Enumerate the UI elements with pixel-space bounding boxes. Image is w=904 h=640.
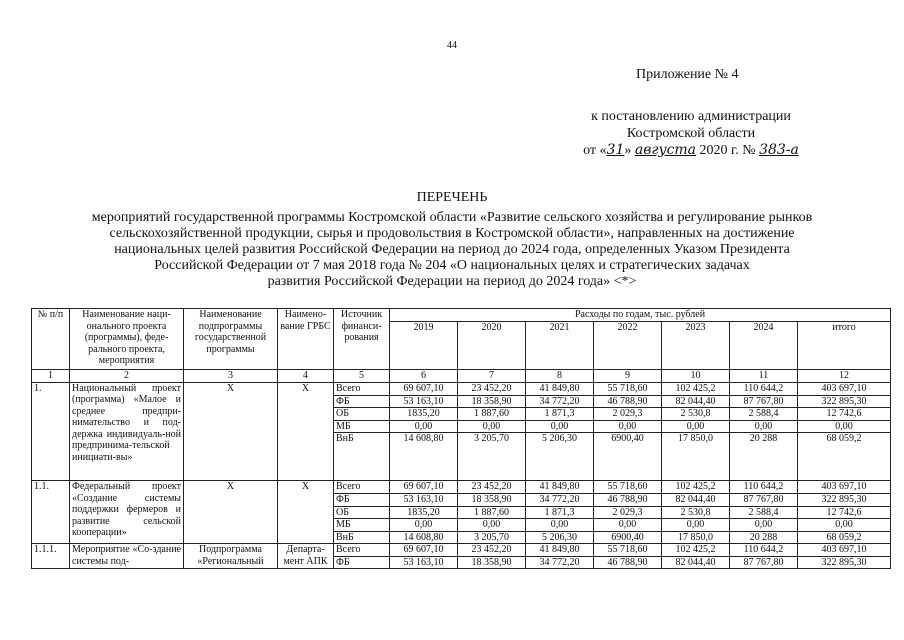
funding-source: МБ xyxy=(334,420,390,433)
total-value: 322 895,30 xyxy=(798,494,891,507)
year-value: 41 849,80 xyxy=(526,382,594,395)
year-value: 102 425,2 xyxy=(662,481,730,494)
year-value: 0,00 xyxy=(594,420,662,433)
year-value: 20 288 xyxy=(730,433,798,481)
year-value: 41 849,80 xyxy=(526,544,594,557)
item-subprogram: X xyxy=(184,481,278,544)
decree-reference xyxy=(560,108,822,159)
year-value: 2 530,8 xyxy=(662,408,730,421)
total-value: 0,00 xyxy=(798,420,891,433)
item-subprogram: X xyxy=(184,382,278,481)
total-value: 322 895,30 xyxy=(798,556,891,569)
header-year-2019: 2019 xyxy=(390,322,458,370)
item-number: 1.1.1. xyxy=(32,544,70,569)
year-value: 34 772,20 xyxy=(526,556,594,569)
funding-source: ВнБ xyxy=(334,433,390,481)
table-row xyxy=(32,481,891,494)
year-value: 14 608,80 xyxy=(390,433,458,481)
year-value: 0,00 xyxy=(662,420,730,433)
item-subprogram: Подпрограмма «Региональный xyxy=(184,544,278,569)
year-value: 46 788,90 xyxy=(594,494,662,507)
year-value: 18 358,90 xyxy=(458,395,526,408)
year-value: 0,00 xyxy=(730,420,798,433)
total-value: 68 059,2 xyxy=(798,433,891,481)
decree-line-2: Костромской области xyxy=(626,126,756,141)
header-num: № п/п xyxy=(32,309,70,370)
col-number: 2 xyxy=(70,370,184,383)
total-value: 403 697,10 xyxy=(798,544,891,557)
col-number: 3 xyxy=(184,370,278,383)
year-value: 1 887,60 xyxy=(458,506,526,519)
year-value: 102 425,2 xyxy=(662,544,730,557)
decree-number: 383-а xyxy=(759,142,799,158)
subtitle-line-1: мероприятий государственной программы Костромской области «Развитие сельского хозяйства и регулирование рынков xyxy=(91,210,813,225)
funding-source: ФБ xyxy=(334,395,390,408)
year-value: 5 206,30 xyxy=(526,531,594,544)
header-grbs: Наимено-вание ГРБС xyxy=(278,309,334,370)
col-number: 1 xyxy=(32,370,70,383)
year-value: 53 163,10 xyxy=(390,556,458,569)
subtitle-line-4: Российской Федерации от 7 мая 2018 года № 204 «О национальных целях и стратегических задачах xyxy=(154,258,750,273)
decree-month: августа xyxy=(634,142,697,158)
funding-source: Всего xyxy=(334,382,390,395)
year-value: 3 205,70 xyxy=(458,433,526,481)
year-value: 53 163,10 xyxy=(390,395,458,408)
year-value: 0,00 xyxy=(458,420,526,433)
funding-source: МБ xyxy=(334,519,390,532)
year-value: 110 644,2 xyxy=(730,382,798,395)
total-value: 68 059,2 xyxy=(798,531,891,544)
total-value: 12 742,6 xyxy=(798,506,891,519)
year-value: 6900,40 xyxy=(594,531,662,544)
year-value: 110 644,2 xyxy=(730,544,798,557)
year-value: 55 718,60 xyxy=(594,481,662,494)
funding-source: ФБ xyxy=(334,556,390,569)
subtitle-line-2: сельскохозяйственной продукции, сырья и продовольствия в Костромской области», направленных на достижение xyxy=(109,226,795,241)
decree-day: 31 xyxy=(606,142,625,158)
year-value: 87 767,80 xyxy=(730,556,798,569)
year-value: 23 452,20 xyxy=(458,382,526,395)
year-value: 2 530,8 xyxy=(662,506,730,519)
year-value: 5 206,30 xyxy=(526,433,594,481)
col-number: 6 xyxy=(390,370,458,383)
col-number: 7 xyxy=(458,370,526,383)
year-value: 55 718,60 xyxy=(594,544,662,557)
year-value: 6900,40 xyxy=(594,433,662,481)
funding-source: ОБ xyxy=(334,506,390,519)
year-value: 87 767,80 xyxy=(730,494,798,507)
header-year-2024: 2024 xyxy=(730,322,798,370)
year-value: 0,00 xyxy=(458,519,526,532)
header-project: Наименование наци-онального проекта (программы), феде-рального проекта, мероприятия xyxy=(70,309,184,370)
measures-table xyxy=(31,308,891,569)
table-body xyxy=(32,382,891,569)
item-name: Мероприятие «Со-здание системы под- xyxy=(70,544,184,569)
total-value: 403 697,10 xyxy=(798,382,891,395)
year-value: 23 452,20 xyxy=(458,481,526,494)
year-value: 87 767,80 xyxy=(730,395,798,408)
year-value: 0,00 xyxy=(662,519,730,532)
year-value: 110 644,2 xyxy=(730,481,798,494)
year-value: 1 887,60 xyxy=(458,408,526,421)
annex-label: Приложение № 4 xyxy=(636,67,739,82)
table-row xyxy=(32,382,891,395)
document-title: ПЕРЕЧЕНЬ xyxy=(416,190,488,205)
decree-mid: » xyxy=(624,143,635,158)
document-subtitle xyxy=(40,210,864,290)
year-value: 2 029,3 xyxy=(594,506,662,519)
header-subprogram: Наименование подпрограммы государственной программы xyxy=(184,309,278,370)
year-value: 82 044,40 xyxy=(662,395,730,408)
total-value: 403 697,10 xyxy=(798,481,891,494)
year-value: 2 588,4 xyxy=(730,408,798,421)
year-value: 2 588,4 xyxy=(730,506,798,519)
decree-line-1: к постановлению администрации xyxy=(591,109,791,124)
col-number: 9 xyxy=(594,370,662,383)
header-year-2021: 2021 xyxy=(526,322,594,370)
funding-source: Всего xyxy=(334,544,390,557)
year-value: 23 452,20 xyxy=(458,544,526,557)
year-value: 1 871,3 xyxy=(526,506,594,519)
year-value: 20 288 xyxy=(730,531,798,544)
item-name: Федеральный проект «Создание системы поддержки фермеров и развитие сельской кооперации» xyxy=(70,481,184,544)
col-number: 10 xyxy=(662,370,730,383)
year-value: 53 163,10 xyxy=(390,494,458,507)
year-value: 46 788,90 xyxy=(594,556,662,569)
decree-prefix: от « xyxy=(583,143,607,158)
year-value: 1835,20 xyxy=(390,506,458,519)
funding-source: ОБ xyxy=(334,408,390,421)
col-number: 12 xyxy=(798,370,891,383)
header-year-2022: 2022 xyxy=(594,322,662,370)
item-number: 1.1. xyxy=(32,481,70,544)
header-source: Источник финанси-рования xyxy=(334,309,390,370)
col-number: 11 xyxy=(730,370,798,383)
year-value: 82 044,40 xyxy=(662,556,730,569)
year-value: 18 358,90 xyxy=(458,494,526,507)
item-grbs: X xyxy=(278,382,334,481)
year-value: 82 044,40 xyxy=(662,494,730,507)
col-number: 5 xyxy=(334,370,390,383)
subtitle-line-3: национальных целей развития Российской Федерации на период до 2024 года, определенных Указом Президента xyxy=(114,242,790,257)
year-value: 14 608,80 xyxy=(390,531,458,544)
item-number: 1. xyxy=(32,382,70,481)
header-total: итого xyxy=(798,322,891,370)
year-value: 69 607,10 xyxy=(390,382,458,395)
year-value: 1835,20 xyxy=(390,408,458,421)
total-value: 0,00 xyxy=(798,519,891,532)
year-value: 0,00 xyxy=(594,519,662,532)
year-value: 0,00 xyxy=(390,420,458,433)
year-value: 41 849,80 xyxy=(526,481,594,494)
col-number: 4 xyxy=(278,370,334,383)
total-value: 12 742,6 xyxy=(798,408,891,421)
year-value: 55 718,60 xyxy=(594,382,662,395)
total-value: 322 895,30 xyxy=(798,395,891,408)
year-value: 0,00 xyxy=(390,519,458,532)
decree-date-line xyxy=(560,142,822,159)
header-year-2023: 2023 xyxy=(662,322,730,370)
year-value: 18 358,90 xyxy=(458,556,526,569)
year-value: 46 788,90 xyxy=(594,395,662,408)
table-row xyxy=(32,544,891,557)
funding-source: Всего xyxy=(334,481,390,494)
year-value: 34 772,20 xyxy=(526,494,594,507)
item-grbs: Департа-мент АПК xyxy=(278,544,334,569)
year-value: 0,00 xyxy=(730,519,798,532)
decree-year-text: 2020 г. № xyxy=(696,143,760,158)
year-value: 2 029,3 xyxy=(594,408,662,421)
item-name: Национальный проект (программа) «Малое и среднее предпри-нимательство и под-держка индивидуаль-ной предпринима-тельской инициати-вы» xyxy=(70,382,184,481)
year-value: 3 205,70 xyxy=(458,531,526,544)
funding-source: ФБ xyxy=(334,494,390,507)
year-value: 34 772,20 xyxy=(526,395,594,408)
page-number: 44 xyxy=(447,40,457,51)
col-number: 8 xyxy=(526,370,594,383)
year-value: 1 871,3 xyxy=(526,408,594,421)
header-year-2020: 2020 xyxy=(458,322,526,370)
year-value: 17 850,0 xyxy=(662,433,730,481)
year-value: 0,00 xyxy=(526,519,594,532)
year-value: 0,00 xyxy=(526,420,594,433)
year-value: 102 425,2 xyxy=(662,382,730,395)
year-value: 17 850,0 xyxy=(662,531,730,544)
header-expenses: Расходы по годам, тыс. рублей xyxy=(390,309,891,322)
year-value: 69 607,10 xyxy=(390,481,458,494)
year-value: 69 607,10 xyxy=(390,544,458,557)
subtitle-line-5: развития Российской Федерации на период до 2024 года» <*> xyxy=(267,274,637,289)
funding-source: ВнБ xyxy=(334,531,390,544)
item-grbs: X xyxy=(278,481,334,544)
